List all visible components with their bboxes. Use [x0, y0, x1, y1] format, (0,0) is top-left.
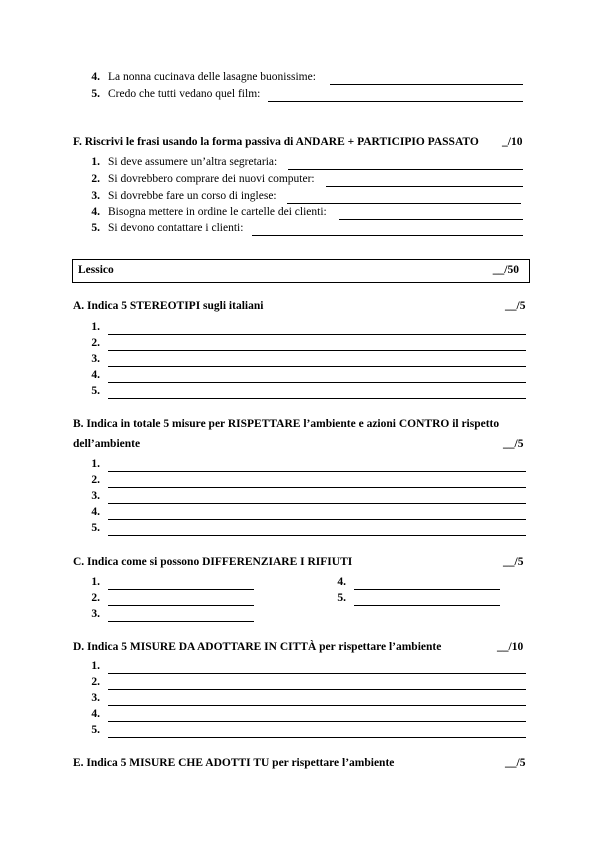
section-f-title: F. Riscrivi le frasi usando la forma passiva di ANDARE + PARTICIPIO PASSATO	[73, 136, 479, 148]
section-f-score: _/10	[502, 136, 523, 148]
answer-line[interactable]	[108, 382, 526, 383]
item-number: 2.	[91, 173, 100, 185]
answer-line[interactable]	[354, 589, 500, 590]
item-number: 3.	[91, 190, 100, 202]
lessico-box	[72, 259, 530, 283]
item-number: 1.	[91, 660, 100, 672]
answer-line[interactable]	[108, 487, 526, 488]
item-number: 4.	[91, 369, 100, 381]
section-c-score: __/5	[503, 556, 524, 568]
item-number: 3.	[91, 353, 100, 365]
answer-line[interactable]	[108, 334, 526, 335]
item-number: 2.	[91, 592, 100, 604]
answer-line[interactable]	[108, 398, 526, 399]
answer-line[interactable]	[108, 605, 254, 606]
section-d-score: __/10	[497, 641, 524, 653]
answer-line[interactable]	[108, 673, 526, 674]
item-number: 3.	[91, 490, 100, 502]
section-e-title: E. Indica 5 MISURE CHE ADOTTI TU per rispettare l’ambiente	[73, 757, 395, 769]
item-text: Bisogna mettere in ordine le cartelle dei clienti:	[108, 206, 327, 218]
item-number: 5.	[91, 522, 100, 534]
item-number: 2.	[91, 337, 100, 349]
answer-line[interactable]	[108, 471, 526, 472]
section-c-title: C. Indica come si possono DIFFERENZIARE I RIFIUTI	[73, 556, 353, 568]
item-number: 1.	[91, 321, 100, 333]
item-number: 4.	[91, 206, 100, 218]
item-number: 5.	[91, 88, 100, 100]
answer-line[interactable]	[268, 101, 523, 102]
answer-line[interactable]	[108, 535, 526, 536]
item-number: 3.	[91, 692, 100, 704]
item-number: 1.	[91, 458, 100, 470]
item-text: La nonna cucinava delle lasagne buonissime:	[108, 71, 316, 83]
section-a-score: __/5	[505, 300, 526, 312]
answer-line[interactable]	[288, 169, 523, 170]
section-b-title-line1: B. Indica in totale 5 misure per RISPETTARE l’ambiente e azioni CONTRO il rispetto	[73, 418, 500, 430]
answer-line[interactable]	[108, 721, 526, 722]
item-text: Si dovrebbero comprare dei nuovi computer:	[108, 173, 315, 185]
answer-line[interactable]	[108, 589, 254, 590]
item-number: 1.	[91, 156, 100, 168]
section-b-title-line2: dell’ambiente	[73, 438, 141, 450]
answer-line[interactable]	[108, 737, 526, 738]
item-number: 4.	[91, 506, 100, 518]
answer-line[interactable]	[108, 519, 526, 520]
item-number: 2.	[91, 676, 100, 688]
item-text: Si deve assumere un’altra segretaria:	[108, 156, 278, 168]
answer-line[interactable]	[287, 203, 521, 204]
item-number: 2.	[91, 474, 100, 486]
section-b-score: __/5	[503, 438, 524, 450]
item-number: 5.	[91, 385, 100, 397]
section-d-title: D. Indica 5 MISURE DA ADOTTARE IN CITTÀ per rispettare l’ambiente	[73, 641, 442, 653]
lessico-score: __/50	[492, 264, 519, 276]
item-number: 1.	[91, 576, 100, 588]
item-number: 5.	[91, 724, 100, 736]
answer-line[interactable]	[326, 186, 523, 187]
answer-line[interactable]	[108, 621, 254, 622]
item-text: Si dovrebbe fare un corso di inglese:	[108, 190, 277, 202]
item-number: 4.	[337, 576, 346, 588]
answer-line[interactable]	[252, 235, 523, 236]
answer-line[interactable]	[108, 689, 526, 690]
item-number: 5.	[91, 222, 100, 234]
answer-line[interactable]	[330, 84, 523, 85]
answer-line[interactable]	[108, 503, 526, 504]
item-number: 4.	[91, 708, 100, 720]
lessico-title: Lessico	[78, 264, 114, 276]
answer-line[interactable]	[354, 605, 500, 606]
item-number: 3.	[91, 608, 100, 620]
item-number: 4.	[91, 71, 100, 83]
section-e-score: __/5	[505, 757, 526, 769]
item-number: 5.	[337, 592, 346, 604]
answer-line[interactable]	[108, 366, 526, 367]
answer-line[interactable]	[108, 705, 526, 706]
item-text: Credo che tutti vedano quel film:	[108, 88, 261, 100]
item-text: Si devono contattare i clienti:	[108, 222, 244, 234]
answer-line[interactable]	[339, 219, 523, 220]
section-a-title: A. Indica 5 STEREOTIPI sugli italiani	[73, 300, 264, 312]
answer-line[interactable]	[108, 350, 526, 351]
